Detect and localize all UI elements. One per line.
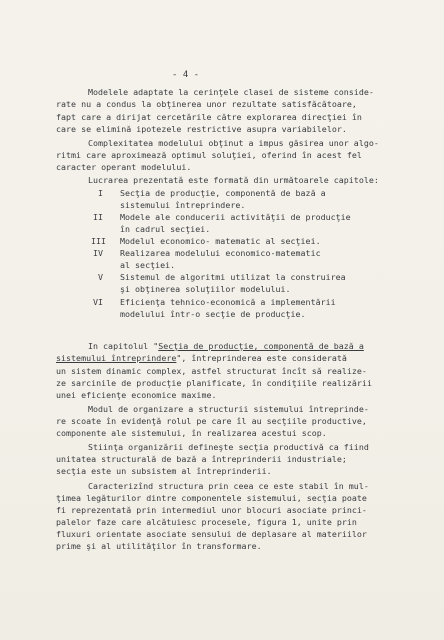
text-line: Complexitatea modelului obţinut a impus găsirea unor algo-: [88, 138, 379, 148]
page-number: - 4 -: [172, 70, 200, 80]
text-fragment: In capitolul ": [88, 341, 159, 351]
text-line: palelor faze care alcătuiesc procesele, figura 1, unite prin: [56, 517, 357, 527]
chapter-reference: sistemului întreprindere: [56, 353, 177, 363]
text-line: rate nu a condus la obţinerea unor rezultate satisfăcătoare,: [56, 99, 357, 109]
text-line: re scoate în evidenţă rolul pe care îl au secţiile productive,: [56, 416, 367, 426]
chapter-title: Modele ale conducerii activităţii de producţie: [120, 212, 351, 222]
text-line: prime şi al utilităţilor în transformare.: [56, 541, 262, 551]
text-line: fluxuri orientate asociate sensului de deplasare al materiilor: [56, 529, 367, 539]
chapter-title: al secţiei.: [120, 260, 176, 270]
text-line: Lucrarea prezentată este formată din următoarele capitole:: [88, 175, 379, 185]
chapter-title: Realizarea modelului economico-matematic: [120, 248, 321, 258]
text-line: fapt care a dirijat cercetările către explorarea direcţiei în: [56, 112, 362, 122]
text-line: caracter operant modelului.: [56, 162, 192, 172]
chapter-title: Eficienţa tehnico-economică a implementării: [120, 297, 336, 307]
text-line: Stiinţa organizării defineşte secţia productivă ca fiind: [88, 442, 369, 452]
chapter-title: sistemului întreprindere.: [120, 200, 246, 210]
chapter-title: Secţia de producţie, componentă de bază a: [120, 188, 326, 198]
text-line: [88, 341, 364, 351]
text-line: un sistem dinamic complex, astfel structurat încît să realize-: [56, 366, 367, 376]
text-line: ritmi care aproximează optimul soluţiei, oferind în acest fel: [56, 150, 362, 160]
chapter-title: Modelul economico- matematic al secţiei.: [120, 236, 321, 246]
chapter-title: în cadrul secţiei.: [120, 224, 211, 234]
chapter-title: Sistemul de algoritmi utilizat la construirea: [120, 272, 346, 282]
chapter-number: VI: [93, 297, 103, 307]
chapter-number: III: [91, 236, 106, 246]
text-line: care se elimină ipotezele restrictive asupra variabilelor.: [56, 124, 347, 134]
text-line: ze sarcinile de producţie planificate, în condiţiile realizării: [56, 378, 372, 388]
text-line: secţia este un subsistem al întreprinderii.: [56, 466, 272, 476]
text-line: Caracterizînd structura prin ceea ce este stabil în mul-: [88, 481, 369, 491]
text-line: fi reprezentată prin intermediul unor blocuri asociate princi-: [56, 505, 367, 515]
text-line: ţimea legăturilor dintre componentele sistemului, secţia poate: [56, 493, 367, 503]
chapter-number: V: [98, 272, 103, 282]
text-line: unei eficienţe economice maxime.: [56, 390, 217, 400]
text-line: unitatea structurală de bază a întreprinderii industriale;: [56, 454, 347, 464]
chapter-reference: Secţia de producţie, componentă de bază a: [158, 341, 364, 351]
chapter-number: I: [98, 188, 103, 198]
chapter-title: şi obţinerea soluţiilor modelului.: [120, 284, 291, 294]
text-line: Modelele adaptate la cerinţele clasei de sisteme conside-: [88, 87, 374, 97]
text-line: [56, 353, 347, 363]
text-fragment: ", întreprinderea este considerată: [176, 353, 347, 363]
text-line: componente ale sistemului, în realizarea acestui scop.: [56, 428, 327, 438]
text-line: Modul de organizare a structurii sistemului întreprinde-: [88, 404, 369, 414]
chapter-title: modelului într-o secţie de producţie.: [120, 309, 306, 319]
chapter-number: IV: [93, 248, 103, 258]
chapter-number: II: [93, 212, 103, 222]
